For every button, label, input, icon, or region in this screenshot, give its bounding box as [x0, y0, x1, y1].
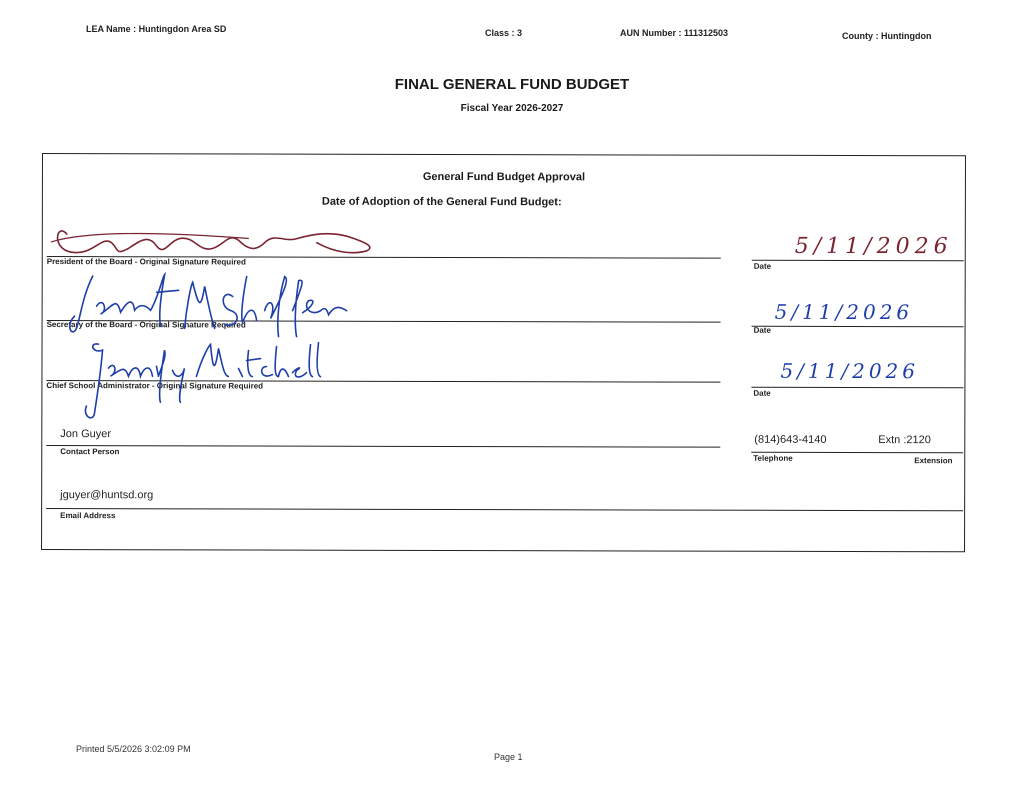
administrator-date-value: 5/11/2026 — [780, 358, 920, 384]
contact-person-line — [46, 445, 720, 448]
secretary-signature-label: Secretary of the Board - Original Signature Required — [46, 320, 246, 330]
president-signature — [49, 212, 379, 259]
page-number: Page 1 — [494, 752, 523, 762]
printed-timestamp: Printed 5/5/2026 3:02:09 PM — [76, 744, 191, 754]
secretary-date-value: 5/11/2026 — [774, 299, 914, 325]
secretary-date-line — [752, 326, 964, 328]
president-date-label: Date — [753, 261, 772, 271]
email-line — [46, 508, 963, 511]
president-date-value: 5/11/2026 — [794, 233, 953, 260]
email-value: jguyer@huntsd.org — [60, 489, 154, 502]
telephone-label: Telephone — [753, 453, 793, 463]
approval-box — [41, 153, 966, 552]
lea-name: LEA Name : Huntingdon Area SD — [86, 24, 227, 34]
administrator-signature — [62, 336, 322, 423]
email-label: Email Address — [60, 511, 116, 521]
telephone-value: (814)643-4140 — [754, 433, 827, 446]
president-signature-label: President of the Board - Original Signature Required — [46, 257, 246, 267]
page-title: FINAL GENERAL FUND BUDGET — [394, 76, 630, 93]
contact-person-value: Jon Guyer — [60, 428, 112, 441]
administrator-date-label: Date — [753, 388, 771, 398]
approval-heading: General Fund Budget Approval — [422, 170, 586, 184]
class-label: Class : 3 — [485, 28, 523, 38]
secretary-signature — [63, 266, 353, 341]
secretary-date-label: Date — [753, 325, 771, 335]
extension-value: Extn :2120 — [878, 434, 931, 447]
administrator-date-line — [751, 387, 963, 389]
extension-label: Extension — [914, 456, 953, 466]
administrator-signature-label: Chief School Administrator - Original Signature Required — [46, 381, 264, 391]
fiscal-year: Fiscal Year 2026-2027 — [460, 103, 564, 114]
county: County : Huntingdon — [842, 31, 932, 41]
aun-number: AUN Number : 111312503 — [620, 28, 729, 38]
contact-person-label: Contact Person — [60, 447, 120, 457]
adoption-date-label: Date of Adoption of the General Fund Budget: — [321, 195, 562, 209]
